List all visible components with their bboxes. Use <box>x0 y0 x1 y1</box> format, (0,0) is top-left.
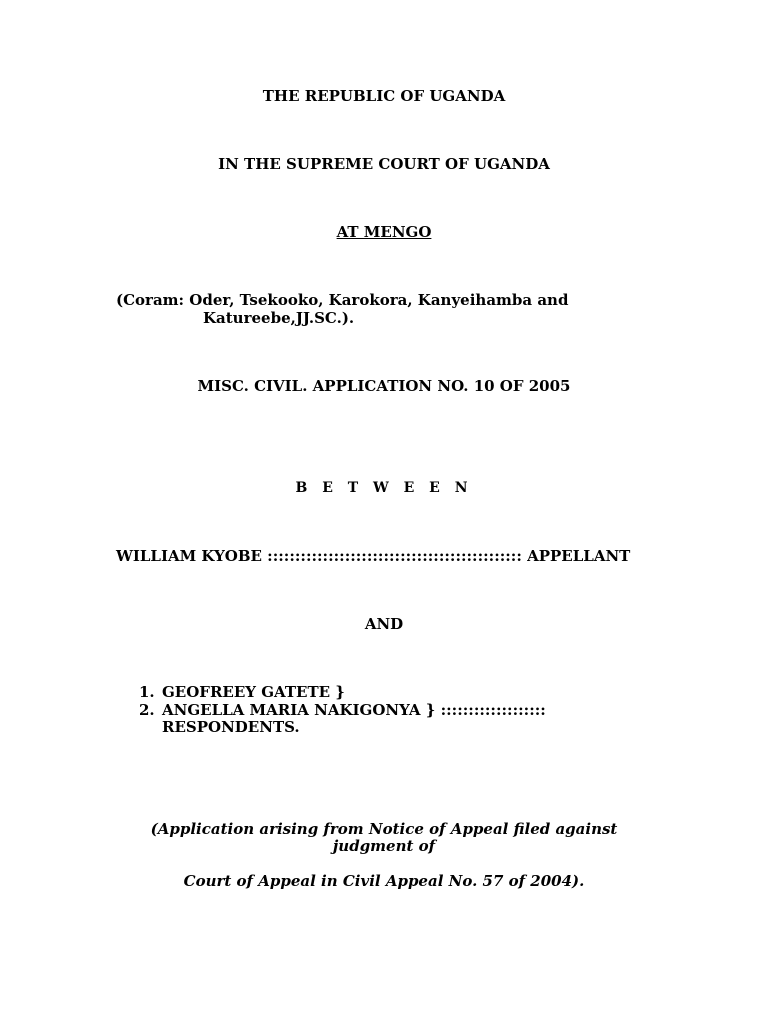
note-line-2: judgment of <box>332 837 436 855</box>
coram-line-1: (Coram: Oder, Tsekooko, Karokora, Kanyeihamba and <box>116 291 569 309</box>
application-number: MISC. CIVIL. APPLICATION NO. 10 OF 2005 <box>197 377 571 395</box>
respondent-1-number: 1. <box>139 683 155 701</box>
appellant-line: WILLIAM KYOBE :::::::::::::::::::::::::::::::::::::::::::::: APPELLANT <box>116 547 631 565</box>
note-line-1: (Application arising from Notice of Appeal filed against <box>150 820 618 838</box>
respondent-2-name: ANGELLA MARIA NAKIGONYA } ::::::::::::::::::: <box>162 701 546 719</box>
between-label: B E T W E E N <box>295 480 473 496</box>
republic-heading: THE REPUBLIC OF UGANDA <box>262 87 506 105</box>
location-heading <box>0 224 768 241</box>
location-text: AT MENGO <box>336 223 432 241</box>
and-label: AND <box>364 615 404 633</box>
note-line-3: Court of Appeal in Civil Appeal No. 57 of 2004). <box>183 872 585 890</box>
court-heading: IN THE SUPREME COURT OF UGANDA <box>218 155 550 173</box>
coram-line-2: Katureebe,JJ.SC.). <box>203 309 355 327</box>
respondent-1-name: GEOFREEY GATETE } <box>162 683 345 701</box>
respondent-2-number: 2. <box>139 701 155 719</box>
respondents-label: RESPONDENTS. <box>162 718 300 736</box>
